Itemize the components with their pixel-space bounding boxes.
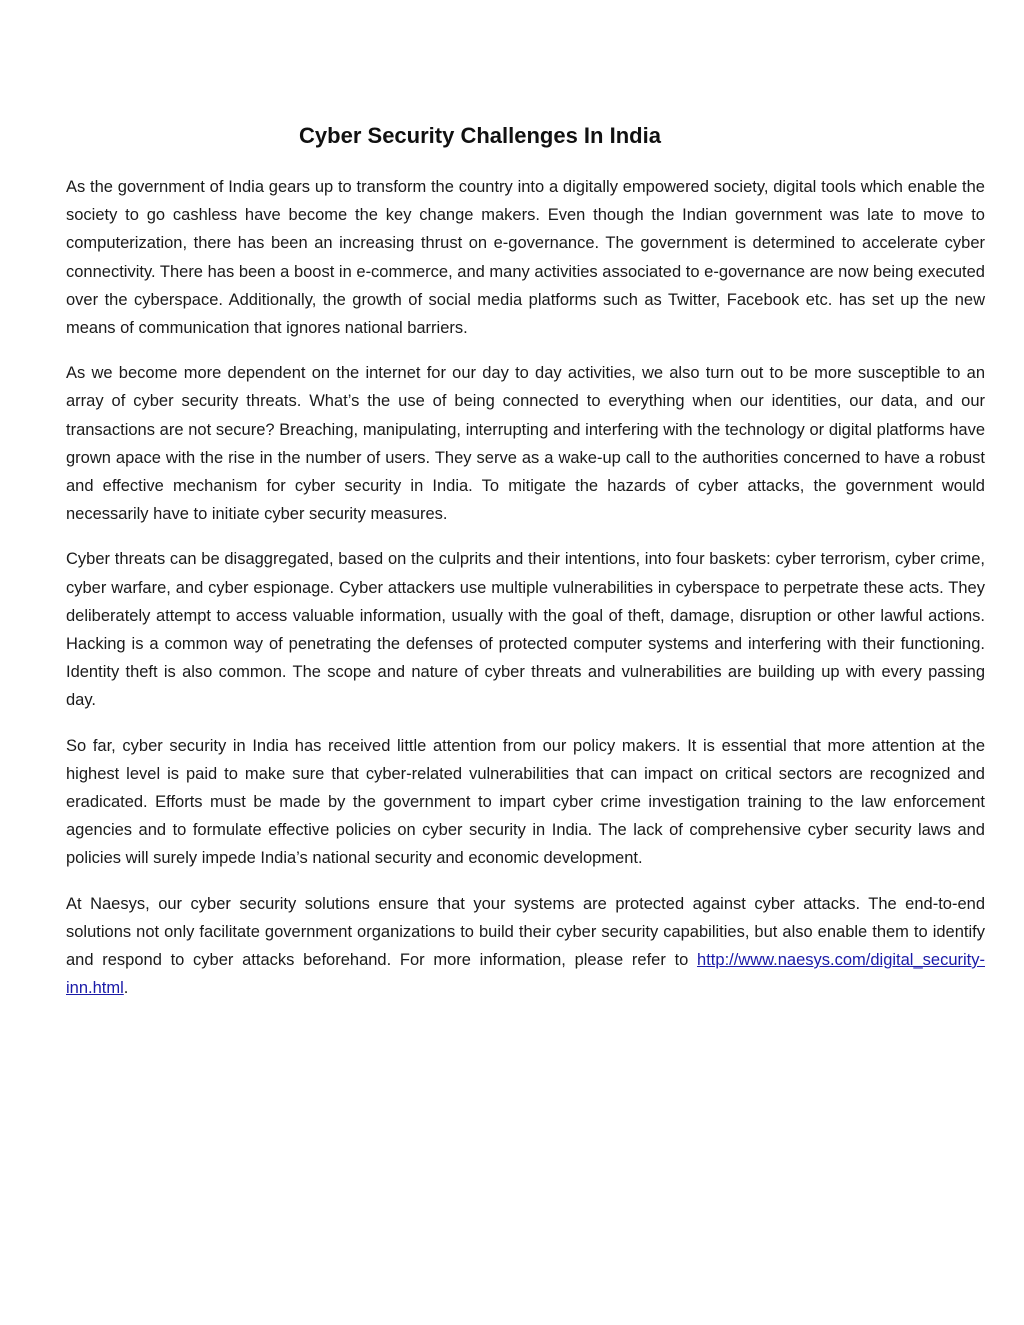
document-title: Cyber Security Challenges In India xyxy=(299,123,661,148)
document-body xyxy=(66,173,985,1019)
paragraph-5-text: At Naesys, our cyber security solutions ensure that your systems are protected against cyber attacks. The end-to-end solutions not only facilitate government organizations to build their cyber security capabilities, but also enable them to identify and respond to cyber attacks beforehand. For more information, please refer to xyxy=(66,894,985,970)
paragraph-2: As we become more dependent on the internet for our day to day activities, we also turn out to be more susceptible to an array of cyber security threats. What’s the use of being connected to everything when our identities, our data, and our transactions are not secure? Breaching, manipulating, interrupting and interfering with the technology or digital platforms have grown apace with the rise in the number of users. They serve as a wake-up call to the authorities concerned to have a robust and effective mechanism for cyber security in India. To mitigate the hazards of cyber attacks, the government would necessarily have to initiate cyber security measures. xyxy=(66,364,985,524)
paragraph-5-trailing: . xyxy=(123,979,129,998)
paragraph-5 xyxy=(66,890,985,1003)
paragraph-1: As the government of India gears up to transform the country into a digitally empowered society, digital tools which enable the society to go cashless have become the key change makers. Even though the Indian government was late to move to computerization, there has been an increasing thrust on e-governance. The government is determined to accelerate cyber connectivity. There has been a boost in e-commerce, and many activities associated to e-governance are now being executed over the cyberspace. Additionally, the growth of social media platforms such as Twitter, Facebook etc. has set up the new means of communication that ignores national barriers. xyxy=(66,178,985,338)
naesys-link[interactable]: http://www.naesys.com/digital_security-inn.html xyxy=(66,951,985,998)
paragraph-3: Cyber threats can be disaggregated, based on the culprits and their intentions, into four baskets: cyber terrorism, cyber crime, cyber warfare, and cyber espionage. Cyber attackers use multiple vulnerabilities in cyberspace to perpetrate these acts. They deliberately attempt to access valuable information, usually with the goal of theft, damage, disruption or other lawful actions. Hacking is a common way of penetrating the defenses of protected computer systems and interfering with their functioning. Identity theft is also common. The scope and nature of cyber threats and vulnerabilities are building up with every passing day. xyxy=(66,550,985,710)
paragraph-4: So far, cyber security in India has received little attention from our policy makers. It is essential that more attention at the highest level is paid to make sure that cyber-related vulnerabilities that can impact on critical sectors are recognized and eradicated. Efforts must be made by the government to impart cyber crime investigation training to the law enforcement agencies and to formulate effective policies on cyber security in India. The lack of comprehensive cyber security laws and policies will surely impede India’s national security and economic development. xyxy=(66,736,985,868)
